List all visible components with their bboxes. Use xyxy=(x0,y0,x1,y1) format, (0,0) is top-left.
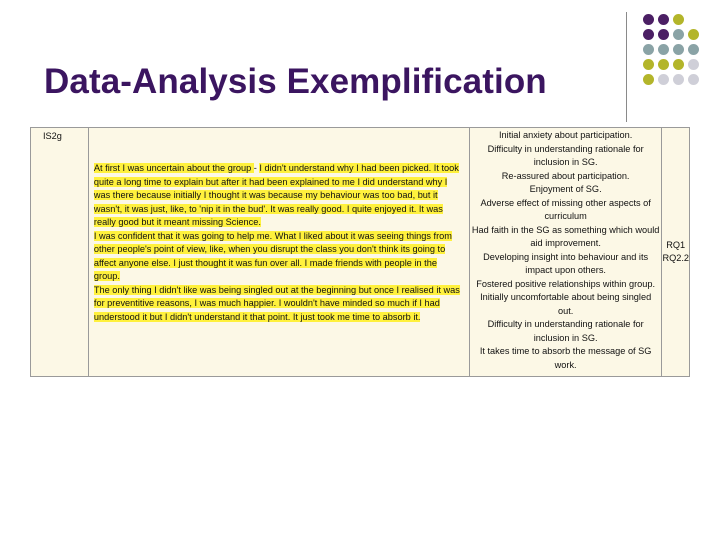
decorative-dot xyxy=(688,29,699,40)
transcript-paragraph xyxy=(94,284,461,325)
theme-item: It takes time to absorb the message of SG work. xyxy=(479,346,652,370)
decorative-dot xyxy=(658,74,669,85)
decorative-dot xyxy=(658,44,669,55)
decorative-dot xyxy=(673,29,684,40)
research-question-label: RQ2.2 xyxy=(662,253,689,263)
decorative-dot xyxy=(643,74,654,85)
decorative-dot xyxy=(673,44,684,55)
decorative-dot xyxy=(688,44,699,55)
theme-item: Fostered positive relationships within group. xyxy=(476,278,656,289)
highlighted-text: The only thing I didn't like was being singled out at the beginning but once I realised it was for preventitive reasons, I was much happier. I wouldn't have minded so much if I had understood it but I didn't understand it that point. It just took me time to absorb it. xyxy=(93,284,460,322)
highlighted-text: I was confident that it was going to help me. What I liked about it was seeing things from other people's point of view, like, when you disrupt the class you don't think its going to affect anyone else. I just thought it was fun over all. I made friends with people in the group. xyxy=(93,230,452,281)
decorative-dot xyxy=(643,59,654,70)
research-question-label: RQ1 xyxy=(666,239,686,250)
transcript-cell xyxy=(88,128,469,377)
research-questions-cell xyxy=(662,128,690,377)
decorative-dot xyxy=(643,29,654,40)
decorative-dot xyxy=(658,14,669,25)
transcript-paragraph xyxy=(94,230,461,284)
highlighted-text: I didn't understand why I had been picked. It took quite a long time to explain but after it had been explained to me I did understand why I was there because initially I thought it was because my behaviour was too bad, but it wasn't, it was just, like, to 'nip it in the bud'. It was really good. I quite enjoyed it. xyxy=(93,163,459,214)
theme-item: Developing insight into behaviour and its impact upon others. xyxy=(483,251,649,275)
theme-item: Initial anxiety about participation. xyxy=(498,130,633,140)
theme-item: Adverse effect of missing other aspects of curriculum xyxy=(480,197,651,221)
decorative-dot xyxy=(688,74,699,85)
analysis-table xyxy=(30,127,690,377)
divider-line xyxy=(626,12,627,122)
transcript-text: - xyxy=(253,163,260,173)
themes-cell xyxy=(469,128,662,377)
decorative-dot xyxy=(643,14,654,25)
decorative-dot xyxy=(673,59,684,70)
theme-item: Difficulty in understanding rationale for inclusion in SG. xyxy=(487,319,644,343)
decorative-dot xyxy=(673,74,684,85)
decorative-dot xyxy=(673,14,684,25)
participant-id-cell: IS2g xyxy=(31,128,89,377)
decorative-dot xyxy=(688,59,699,70)
transcript-paragraph xyxy=(94,162,461,230)
theme-item: Re-assured about participation. xyxy=(501,170,630,181)
theme-item: Initially uncomfortable about being singled out. xyxy=(480,292,652,316)
theme-item: Difficulty in understanding rationale for inclusion in SG. xyxy=(487,143,644,167)
decorative-dot xyxy=(658,29,669,40)
highlighted-text: At first I was uncertain about the group xyxy=(93,163,254,173)
slide-title: Data-Analysis Exemplification xyxy=(44,62,547,101)
decorative-dot-grid xyxy=(640,10,720,120)
decorative-dot xyxy=(643,44,654,55)
highlighted-text: It was really good but it meant missing Science. xyxy=(93,203,443,227)
table-row xyxy=(31,128,690,377)
theme-item: Had faith in the SG as something which would aid improvement. xyxy=(471,224,660,248)
decorative-dot xyxy=(658,59,669,70)
theme-item: Enjoyment of SG. xyxy=(529,184,602,194)
